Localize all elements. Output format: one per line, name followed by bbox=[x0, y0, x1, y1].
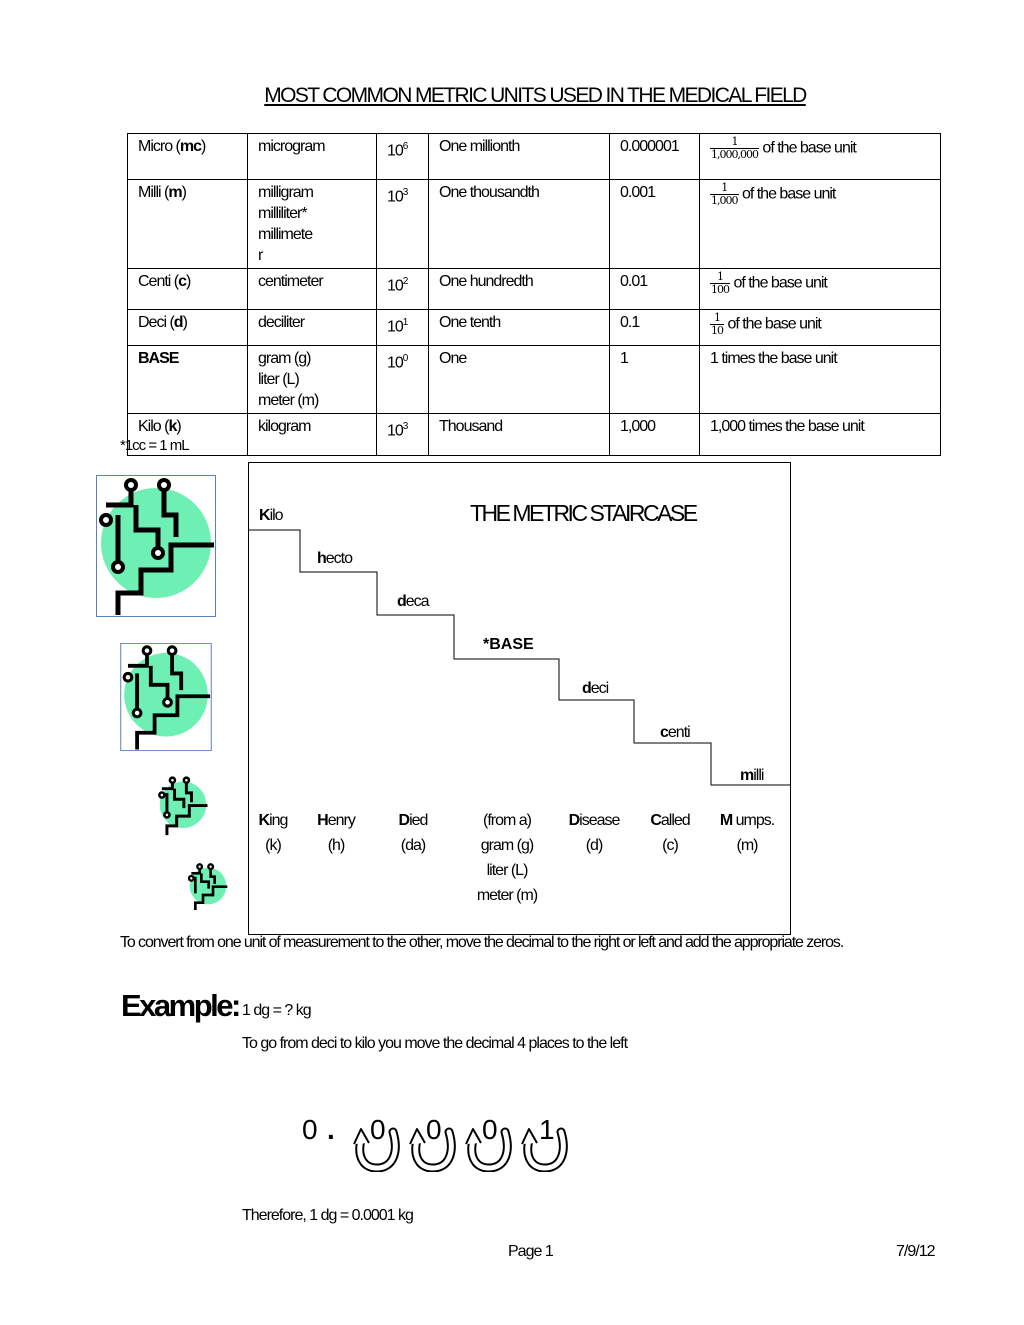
fraction bbox=[710, 182, 739, 207]
mnemonic-abbr: (m) bbox=[736, 837, 758, 854]
table-row bbox=[128, 134, 941, 180]
fraction bbox=[710, 312, 724, 337]
power-cell bbox=[377, 310, 429, 346]
fraction-denominator: 1,000 bbox=[711, 194, 738, 207]
words-cell: One thousandth bbox=[429, 180, 610, 269]
units-cell bbox=[248, 414, 377, 456]
mnemonic-abbr: meter (m) bbox=[476, 887, 538, 904]
power-cell bbox=[377, 346, 429, 414]
prefix-close: ) bbox=[186, 273, 191, 290]
step-initial: *BASE bbox=[483, 636, 534, 653]
decimal-cell: 0.1 bbox=[610, 310, 700, 346]
fraction-denominator: 10 bbox=[711, 324, 723, 337]
prefix-name: Centi ( bbox=[138, 273, 179, 290]
mnemonic-rest: enry bbox=[327, 812, 355, 829]
table-row bbox=[128, 414, 941, 456]
mnemonic-abbr: gram (g) bbox=[480, 837, 534, 854]
mnemonic-initial: M bbox=[719, 812, 733, 829]
units-cell bbox=[248, 134, 377, 180]
unit-name: deciliter bbox=[258, 314, 305, 331]
staircase-step-label bbox=[582, 680, 608, 698]
unit-name: r bbox=[258, 247, 263, 264]
staircase-step-label bbox=[317, 550, 352, 568]
step-rest: eca bbox=[405, 593, 429, 610]
relation-text: of the base unit bbox=[724, 315, 821, 333]
power-cell bbox=[377, 134, 429, 180]
units-cell bbox=[248, 346, 377, 414]
prefix-abbr: k bbox=[168, 418, 177, 435]
conversion-instructions: To convert from one unit of measurement to the other, move the decimal to the right or left and add the appropriate zeros. bbox=[120, 934, 844, 951]
power-exponent: 6 bbox=[402, 141, 408, 152]
staircase-title: THE METRIC STAIRCASE bbox=[470, 500, 696, 526]
prefix-name: BASE bbox=[138, 350, 179, 367]
power-exponent: 2 bbox=[402, 276, 408, 287]
decimal-digit: 0 bbox=[302, 1114, 318, 1145]
fraction-numerator: 1 bbox=[717, 270, 723, 283]
mnemonic-abbr: (c) bbox=[662, 837, 678, 854]
mnemonic-rest: umps. bbox=[732, 812, 775, 829]
step-initial: h bbox=[317, 550, 326, 567]
unit-name: milligram bbox=[258, 184, 313, 201]
mnemonic-rest: ied bbox=[409, 812, 428, 829]
relation-cell bbox=[700, 414, 941, 456]
decimal-cell: 0.01 bbox=[610, 269, 700, 310]
prefix-close: ) bbox=[181, 184, 186, 201]
relation-cell bbox=[700, 134, 941, 180]
prefix-cell bbox=[128, 269, 248, 310]
step-initial: d bbox=[582, 680, 591, 697]
staircase-step-label bbox=[483, 636, 534, 654]
fraction-numerator: 1 bbox=[731, 135, 738, 148]
prefix-close: ) bbox=[176, 418, 181, 435]
relation-cell bbox=[700, 346, 941, 414]
unit-name: meter (m) bbox=[258, 392, 319, 409]
curved-arrow-icon bbox=[465, 1126, 513, 1172]
decimal-digit: 1 bbox=[539, 1114, 555, 1145]
step-rest: ilo bbox=[269, 507, 283, 524]
power-base: 10 bbox=[387, 142, 403, 160]
step-rest: enti bbox=[667, 724, 690, 741]
decimal-digit: . bbox=[327, 1114, 335, 1145]
relation-text: of the base unit bbox=[758, 139, 856, 157]
relation-cell bbox=[700, 269, 941, 310]
staircase-step-label bbox=[259, 507, 283, 525]
mnemonic-initial: D bbox=[568, 812, 580, 829]
decimal-cell: 0.001 bbox=[610, 180, 700, 269]
words-cell: One millionth bbox=[429, 134, 610, 180]
words-cell: Thousand bbox=[429, 414, 610, 456]
mnemonic-rest: (from a) bbox=[483, 812, 531, 829]
mnemonic-rest: alled bbox=[660, 812, 690, 829]
curved-arrow-icon bbox=[353, 1126, 401, 1172]
curved-arrow-icon bbox=[409, 1126, 457, 1172]
unit-name: centimeter bbox=[258, 273, 323, 290]
circuit-clipart-icon bbox=[188, 863, 228, 911]
unit-name: kilogram bbox=[258, 418, 311, 435]
mnemonic-word bbox=[687, 808, 807, 858]
prefix-cell bbox=[128, 134, 248, 180]
prefix-abbr: m bbox=[168, 184, 182, 201]
step-rest: ecto bbox=[325, 550, 353, 567]
staircase-step-label bbox=[740, 767, 763, 785]
prefix-name: Milli ( bbox=[138, 184, 169, 201]
step-rest: eci bbox=[590, 680, 609, 697]
page-title: MOST COMMON METRIC UNITS USED IN THE MEDICAL FIELD bbox=[264, 84, 806, 107]
relation-text: of the base unit bbox=[738, 185, 836, 203]
fraction bbox=[710, 271, 730, 296]
prefix-close: ) bbox=[182, 314, 187, 331]
prefix-name: Deci ( bbox=[138, 314, 174, 331]
power-base: 10 bbox=[387, 422, 403, 440]
mnemonic-abbr: (k) bbox=[265, 837, 281, 854]
prefix-abbr: d bbox=[173, 314, 183, 331]
unit-name: gram (g) bbox=[258, 350, 311, 367]
words-cell: One bbox=[429, 346, 610, 414]
decimal-digit: 0 bbox=[370, 1114, 386, 1145]
step-initial: m bbox=[740, 767, 754, 784]
unit-name: milliliter* bbox=[258, 205, 307, 222]
table-row bbox=[128, 180, 941, 269]
page-date: 7/9/12 bbox=[896, 1243, 935, 1260]
power-exponent: 3 bbox=[402, 421, 408, 432]
page-number: Page 1 bbox=[508, 1243, 553, 1260]
power-base: 10 bbox=[387, 188, 403, 206]
step-rest: illi bbox=[753, 767, 764, 784]
unit-name: microgram bbox=[258, 138, 325, 155]
relation-text: of the base unit bbox=[730, 274, 827, 292]
mnemonic-initial: C bbox=[650, 812, 661, 829]
units-cell bbox=[248, 269, 377, 310]
unit-name: millimete bbox=[258, 226, 313, 243]
mnemonic-abbr: (d) bbox=[585, 837, 603, 854]
power-base: 10 bbox=[387, 277, 403, 295]
unit-name: liter (L) bbox=[258, 371, 299, 388]
fraction bbox=[710, 136, 759, 161]
words-cell: One tenth bbox=[429, 310, 610, 346]
example-step: To go from deci to kilo you move the decimal 4 places to the left bbox=[242, 1035, 628, 1052]
circuit-clipart-icon bbox=[120, 643, 212, 751]
mnemonic-rest: isease bbox=[579, 812, 620, 829]
circuit-clipart-icon bbox=[96, 475, 216, 617]
fraction-numerator: 1 bbox=[714, 311, 720, 324]
power-cell bbox=[377, 269, 429, 310]
prefix-cell bbox=[128, 180, 248, 269]
fraction-denominator: 1,000,000 bbox=[711, 148, 758, 161]
words-cell: One hundredth bbox=[429, 269, 610, 310]
prefix-close: ) bbox=[201, 138, 206, 155]
curved-arrow-icon bbox=[521, 1126, 569, 1172]
power-base: 10 bbox=[387, 354, 403, 372]
prefix-name: Micro ( bbox=[138, 138, 180, 155]
prefix-cell bbox=[128, 346, 248, 414]
decimal-cell: 0.000001 bbox=[610, 134, 700, 180]
fraction-denominator: 100 bbox=[711, 283, 729, 296]
prefix-cell bbox=[128, 310, 248, 346]
table-row bbox=[128, 269, 941, 310]
prefix-abbr: c bbox=[178, 273, 187, 290]
decimal-cell: 1,000 bbox=[610, 414, 700, 456]
example-heading: Example: bbox=[121, 988, 239, 1023]
decimal-cell: 1 bbox=[610, 346, 700, 414]
table-row bbox=[128, 310, 941, 346]
step-initial: c bbox=[660, 724, 668, 741]
prefix-abbr: mc bbox=[179, 138, 202, 155]
step-initial: d bbox=[397, 593, 406, 610]
power-exponent: 1 bbox=[402, 317, 408, 328]
mnemonic-rest: ing bbox=[269, 812, 288, 829]
power-exponent: 3 bbox=[402, 187, 408, 198]
circuit-clipart-icon bbox=[154, 776, 212, 836]
mnemonic-abbr: (da) bbox=[400, 837, 426, 854]
fraction-numerator: 1 bbox=[721, 181, 728, 194]
example-question: 1 dg = ? kg bbox=[242, 1002, 311, 1019]
relation-text: 1 times the base unit bbox=[710, 350, 837, 367]
units-cell bbox=[248, 310, 377, 346]
decimal-digit: 0 bbox=[482, 1114, 498, 1145]
footnote: *1cc = 1 mL bbox=[120, 437, 189, 454]
prefix-name: Kilo ( bbox=[138, 418, 169, 435]
mnemonic-initial: D bbox=[398, 812, 410, 829]
power-cell bbox=[377, 414, 429, 456]
decimal-digit: 0 bbox=[426, 1114, 442, 1145]
power-base: 10 bbox=[387, 318, 403, 336]
mnemonic-abbr: liter (L) bbox=[486, 862, 528, 879]
metric-units-table bbox=[127, 133, 941, 456]
example-answer: Therefore, 1 dg = 0.0001 kg bbox=[242, 1207, 413, 1224]
mnemonic-initial: H bbox=[317, 812, 328, 829]
relation-cell bbox=[700, 310, 941, 346]
staircase-step-label bbox=[660, 724, 690, 742]
relation-text: 1,000 times the base unit bbox=[710, 418, 864, 435]
units-cell bbox=[248, 180, 377, 269]
step-initial: K bbox=[259, 507, 270, 524]
mnemonic-abbr: (h) bbox=[327, 837, 345, 854]
relation-cell bbox=[700, 180, 941, 269]
staircase-step-label bbox=[397, 593, 429, 611]
power-exponent: 0 bbox=[402, 353, 408, 364]
power-cell bbox=[377, 180, 429, 269]
mnemonic-initial: K bbox=[258, 812, 270, 829]
table-row bbox=[128, 346, 941, 414]
